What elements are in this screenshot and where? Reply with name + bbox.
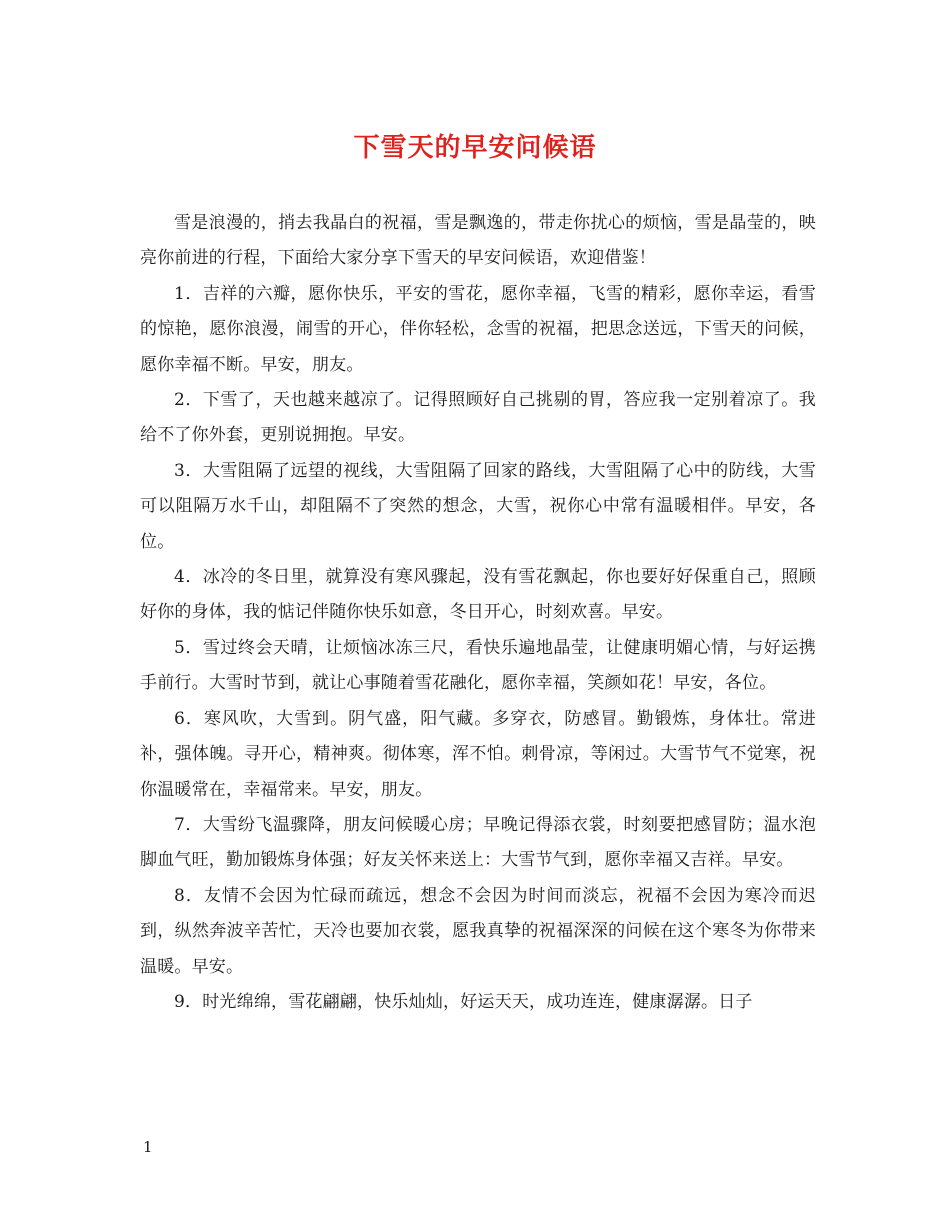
paragraph-item-7: 7．大雪纷飞温骤降，朋友问候暖心房；早晚记得添衣裳，时刻要把感冒防；温水泡脚血气旺，勤加锻炼身体强；好友关怀来送上：大雪节气到，愿你幸福又吉祥。早安。 [140, 814, 816, 871]
page-number: 1 [143, 1138, 153, 1156]
paragraph-item-2: 2．下雪了，天也越来越凉了。记得照顾好自己挑剔的胃，答应我一定别着凉了。我给不了你外套，更别说拥抱。早安。 [140, 390, 816, 446]
paragraph-item-1: 1．吉祥的六瓣，愿你快乐，平安的雪花，愿你幸福，飞雪的精彩，愿你幸运，看雪的惊艳，愿你浪漫，闹雪的开心，伴你轻松，念雪的祝福，把思念送远，下雪天的问候，愿你幸福不断。早安，朋友。 [140, 283, 816, 375]
paragraph-intro: 雪是浪漫的，捎去我晶白的祝福，雪是飘逸的，带走你扰心的烦恼，雪是晶莹的，映亮你前进的行程，下面给大家分享下雪天的早安问候语，欢迎借鉴！ [140, 213, 816, 269]
paragraph-item-9: 9．时光绵绵，雪花翩翩，快乐灿灿，好运天天，成功连连，健康潺潺。日子 [174, 991, 753, 1012]
paragraph-item-8: 8．友情不会因为忙碌而疏远，想念不会因为时间而淡忘，祝福不会因为寒冷而迟到，纵然奔波辛苦忙，天冷也要加衣裳，愿我真挚的祝福深深的问候在这个寒冬为你带来温暖。早安。 [140, 885, 816, 977]
paragraph-item-4: 4．冰冷的冬日里，就算没有寒风骤起，没有雪花飘起，你也要好好保重自己，照顾好你的身体，我的惦记伴随你快乐如意，冬日开心，时刻欢喜。早安。 [140, 567, 816, 623]
document-body [140, 206, 816, 1020]
paragraph-item-5: 5．雪过终会天晴，让烦恼冰冻三尺，看快乐遍地晶莹，让健康明媚心情，与好运携手前行。大雪时节到，就让心事随着雪花融化，愿你幸福，笑颜如花！早安，各位。 [140, 637, 816, 694]
paragraph-item-6: 6．寒风吹，大雪到。阴气盛，阳气藏。多穿衣，防感冒。勤锻炼，身体壮。常进补，强体魄。寻开心，精神爽。彻体寒，浑不怕。刺骨凉，等闲过。大雪节气不觉寒，祝你温暖常在，幸福常来。早安，朋友。 [140, 708, 816, 800]
paragraph-item-3: 3．大雪阻隔了远望的视线，大雪阻隔了回家的路线，大雪阻隔了心中的防线，大雪可以阻隔万水千山，却阻隔不了突然的想念，大雪，祝你心中常有温暖相伴。早安，各位。 [140, 460, 816, 552]
document-title: 下雪天的早安问候语 [353, 133, 597, 163]
